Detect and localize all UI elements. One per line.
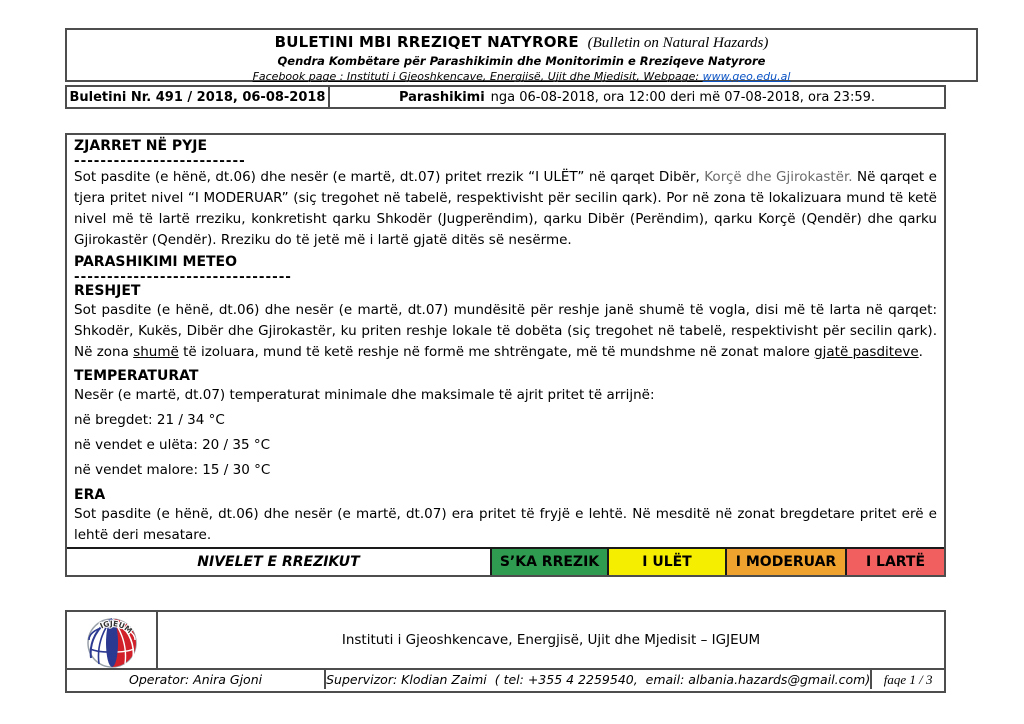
bulletin-title: BULETINI MBI RREZIQET NATYRORE	[274, 33, 579, 51]
forecast-period-cell	[330, 87, 944, 107]
page-number: faqe 1 / 3	[870, 670, 944, 689]
forecast-period-text: nga 06-08-2018, ora 12:00 deri më 07-08-2018, ora 23:59.	[490, 89, 876, 105]
wind-paragraph: Sot pasdite (e hënë, dt.06) dhe nesër (e martë, dt.07) era pritet të fryjë e lehtë. Në mesditë në zonat bregdetare pritet erë e lehtë deri mesatare.	[74, 506, 937, 543]
footer-institute-row	[67, 612, 944, 670]
main-content-box	[65, 133, 946, 577]
igjeum-logo-icon	[85, 612, 139, 668]
bulletin-title-english: (Bulletin on Natural Hazards)	[587, 35, 769, 51]
section-title-temps: TEMPERATURAT	[74, 368, 199, 384]
rain-underlined-1: shumë	[133, 344, 179, 360]
supervisor-contact: Supervizor: Klodian Zaimi ( tel: +355 4 2259540, email: albania.hazards@gmail.com)	[326, 672, 871, 687]
temp-coast: në bregdet: 21 / 34 °C	[74, 412, 225, 428]
fires-paragraph	[74, 167, 937, 251]
section-title-rain: RESHJET	[74, 283, 141, 299]
risk-cell-none: S’KA RREZIK	[490, 549, 607, 575]
header-box	[65, 28, 978, 82]
risk-cell-low: I ULËT	[607, 549, 725, 575]
rain-text-1: Sot pasdite (e hënë, dt.06) dhe nesër (e martë, dt.07) mundësitë për reshje janë shumë të vogla, disi më të larta në qarqet: Shkodër, Kukës, Dibër dhe Gjirokastër, ku priten reshje lokale të dobëta (siç tregohet në tabelë, respektivisht për secilin qark). Në zona	[74, 302, 937, 360]
dashes-divider-fires: --------------------------	[74, 153, 246, 169]
title-line	[67, 33, 976, 53]
facebook-text: Facebook page : Instituti i Gjeoshkencave, Energjisë, Ujit dhe Mjedisit, Webpage:	[252, 70, 703, 83]
logo-cell	[67, 612, 158, 668]
rain-paragraph	[74, 300, 937, 363]
rain-text-2: të izoluara, mund të ketë reshje në formë me shtrëngate, më të mundshme në zonat malore	[178, 344, 815, 360]
rain-text-3: .	[918, 344, 923, 360]
fires-text-end: Në qarqet e tjera pritet nivel “I MODERUAR” (siç tregohet në tabelë, respektivisht për secilin qark). Por në zona të lokalizuara mund të ketë nivel më të lartë rreziku, konkretisht qarku Shkodër (Jugperëndim), qarku Dibër (Perëndim), qarku Korçë (Qendër) dhe qarku Gjirokastër (Qendër). Rreziku do të jetë më i lartë gjatë ditës së nesërme.	[74, 169, 937, 248]
center-name: Qendra Kombëtare për Parashikimin dhe Monitorimin e Rreziqeve Natyrore	[277, 54, 766, 68]
risk-cell-moderate: I MODERUAR	[725, 549, 845, 575]
section-title-meteo: PARASHIKIMI METEO	[74, 254, 238, 270]
fires-text-start: Sot pasdite (e hënë, dt.06) dhe nesër (e martë, dt.07) pritet rrezik “I ULËT” në qarqet Dibër,	[74, 169, 705, 185]
temps-intro: Nesër (e martë, dt.07) temperaturat minimale dhe maksimale të ajrit pritet të arrijnë:	[74, 387, 655, 403]
risk-levels-label: NIVELET E RREZIKUT	[197, 554, 360, 570]
rain-underlined-2: gjatë pasditeve	[814, 344, 919, 360]
temp-lowlands: në vendet e ulëta: 20 / 35 °C	[74, 437, 271, 453]
footer-box	[65, 610, 946, 693]
dashes-divider-meteo: ---------------------------------	[74, 269, 292, 285]
institute-name: Instituti i Gjeoshkencave, Energjisë, Ujit dhe Mjedisit – IGJEUM	[341, 632, 761, 648]
forecast-label: Parashikimi	[398, 89, 485, 105]
risk-cell-high: I LARTË	[845, 549, 944, 575]
temp-mountains: në vendet malore: 15 / 30 °C	[74, 462, 271, 478]
logo-text: IGJEUM	[97, 619, 134, 636]
footer-credits-row	[67, 670, 944, 689]
facebook-line	[67, 70, 976, 84]
webpage-link[interactable]: www.geo.edu.al	[702, 70, 791, 83]
risk-levels-bar	[67, 547, 944, 575]
section-title-fires: ZJARRET NË PYJE	[74, 138, 208, 154]
section-title-wind: ERA	[74, 487, 106, 503]
bulletin-number: Buletini Nr. 491 / 2018, 06-08-2018	[67, 87, 330, 107]
fires-text-muted: Korçë dhe Gjirokastër.	[704, 169, 853, 185]
bulletin-info-row	[65, 85, 946, 109]
operator-name: Operator: Anira Gjoni	[67, 670, 326, 689]
